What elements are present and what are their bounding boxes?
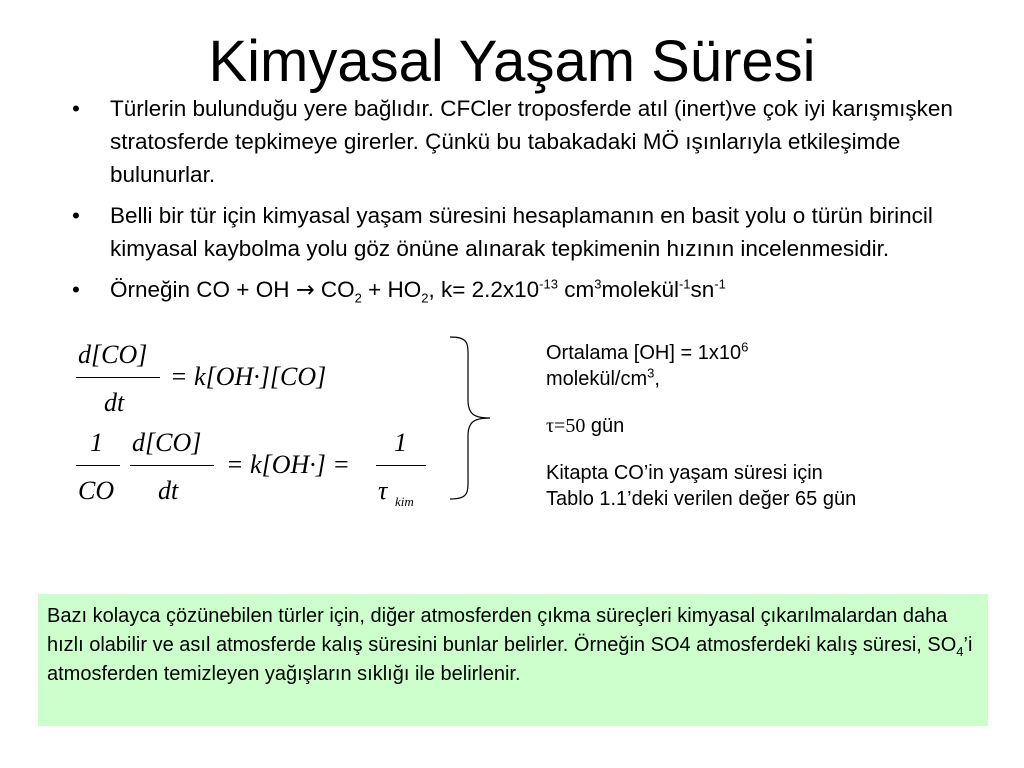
bullet-item-reaction	[72, 273, 992, 307]
note-text-end: ’i atmosferden temizleyen yağışların sıklığı ile belirlenir.	[47, 634, 973, 685]
bullet-text: Türlerin bulunduğu yere bağlıdır. CFCler troposferde atıl (inert)ve çok iyi karışmışken stratosferde tepkimeye girerler. Çünkü bu tabakadaki MÖ ışınlarıyla etkileşimde bulunurlar.	[110, 96, 953, 187]
tau-symbol: τ	[378, 476, 388, 505]
bullet-item	[72, 92, 992, 191]
eq2-denominator: dt	[158, 476, 179, 505]
highlight-note-box	[38, 594, 988, 726]
subscript: 2	[354, 290, 362, 306]
bullet-list	[72, 92, 992, 315]
eq1-rhs: = k[OH·][CO]	[170, 362, 327, 391]
fraction-bar	[76, 465, 120, 466]
eq1-numerator: d[CO]	[78, 340, 148, 369]
slide-title: Kimyasal Yaşam Süresi	[208, 29, 816, 94]
reaction-product-co: CO	[314, 277, 355, 302]
oh-text: Ortalama [OH] = 1x10	[546, 342, 742, 364]
reaction-lead: Örneğin CO + OH	[110, 277, 296, 302]
superscript: 3	[594, 276, 602, 292]
superscript: 3	[647, 365, 655, 381]
subscript: 4	[956, 644, 964, 659]
unit-molekul: molekül	[601, 277, 679, 302]
superscript: -1	[678, 276, 691, 292]
tau-subscript-kim: kim	[395, 494, 414, 509]
bullet-marker: •	[72, 203, 80, 228]
oh-unit: molekül/cm	[546, 368, 648, 390]
superscript: -13	[539, 276, 558, 292]
note-text: Bazı kolayca çözünebilen türler için, diğer atmosferden çıkma süreçleri kimyasal çıkarılmalardan daha hızlı olabilir ve asıl atmosferde kalış süresini bunlar belirler. Örneğin SO4 atmosferdeki kalış süresi, SO	[47, 605, 957, 656]
oh-comma: ,	[654, 368, 660, 390]
tau-value: τ=50	[546, 415, 586, 437]
tau-unit: gün	[585, 415, 625, 437]
fraction-bar	[376, 465, 426, 466]
reaction-text	[110, 276, 726, 306]
bullet-text: Belli bir tür için kimyasal yaşam süresini hesaplamanın en basit yolu o türün birincil kimyasal kaybolma yolu göz önüne alınarak tepkimenin hızının incelenmesidir.	[110, 203, 933, 261]
eq2-one-right: 1	[394, 428, 407, 457]
superscript: 6	[741, 339, 749, 355]
eq1-denominator: dt	[104, 388, 125, 417]
book-value-note: Kitapta CO’in yaşam süresi için Tablo 1.1’deki verilen değer 65 gün	[546, 462, 857, 510]
oh-concentration-note	[546, 340, 748, 392]
eq2-middle: = k[OH·] =	[226, 450, 350, 479]
unit-cm: cm	[557, 277, 595, 302]
unit-sn: sn	[690, 277, 715, 302]
bullet-marker: •	[72, 277, 80, 302]
rate-constant: , k= 2.2x10	[428, 277, 540, 302]
bullet-marker: •	[72, 96, 80, 121]
eq2-numerator: d[CO]	[132, 428, 202, 457]
arrow-right-icon: →	[295, 277, 315, 303]
reaction-product-ho: + HO	[361, 277, 422, 302]
eq2-one: 1	[90, 428, 103, 457]
subscript: 2	[421, 290, 429, 306]
superscript: -1	[714, 276, 726, 292]
right-brace-icon	[440, 334, 496, 502]
fraction-bar	[130, 465, 214, 466]
bullet-item	[72, 199, 992, 265]
fraction-bar	[76, 377, 160, 378]
eq2-co: CO	[78, 476, 115, 505]
tau-value-note	[546, 413, 624, 439]
